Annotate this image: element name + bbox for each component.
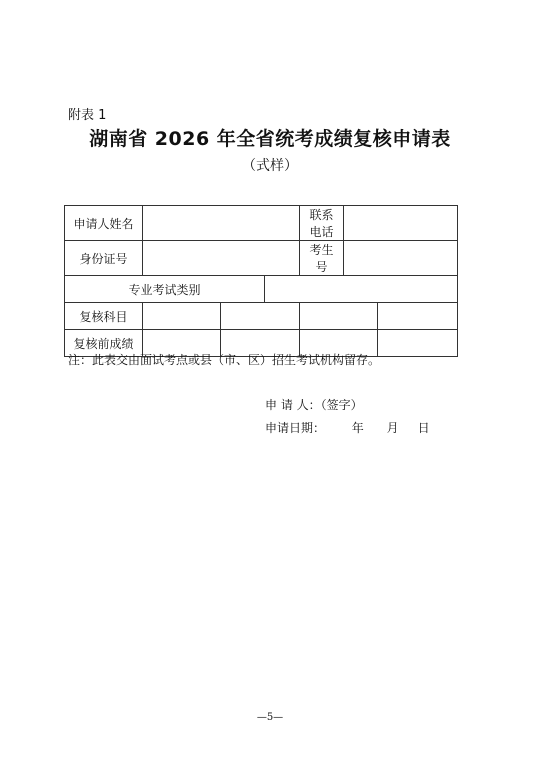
application-date-line: 申请日期： 年 月 日 <box>265 421 430 435</box>
pre-review-score-field-4[interactable] <box>378 330 458 357</box>
review-subject-field-2[interactable] <box>221 303 300 330</box>
table-row <box>65 241 458 276</box>
review-subject-field-1[interactable] <box>143 303 221 330</box>
review-subject-label: 复核科目 <box>65 303 143 330</box>
exam-category-field[interactable] <box>265 276 458 303</box>
pre-review-score-label: 复核前成绩 <box>65 330 143 357</box>
form-note: 注：此表交由面试考点或县（市、区）招生考试机构留存。 <box>68 353 381 367</box>
id-number-field[interactable] <box>143 241 300 276</box>
exam-number-label: 考生号 <box>300 241 344 276</box>
applicant-name-label: 申请人姓名 <box>65 206 143 241</box>
review-application-form <box>64 205 458 357</box>
phone-label: 联系电话 <box>300 206 344 241</box>
exam-number-field[interactable] <box>344 241 458 276</box>
review-subject-field-3[interactable] <box>300 303 378 330</box>
page-number: —5— <box>256 712 284 723</box>
page-subtitle: （式样） <box>242 158 298 174</box>
table-row <box>65 206 458 241</box>
id-number-label: 身份证号 <box>65 241 143 276</box>
applicant-signature-line: 申 请 人：（签字） <box>265 398 363 412</box>
applicant-name-field[interactable] <box>143 206 300 241</box>
table-row <box>65 303 458 330</box>
phone-field[interactable] <box>344 206 458 241</box>
attachment-label: 附表 1 <box>68 108 107 123</box>
table-row <box>65 276 458 303</box>
review-subject-field-4[interactable] <box>378 303 458 330</box>
page-title: 湖南省 2026 年全省统考成绩复核申请表 <box>89 128 451 150</box>
exam-category-label: 专业考试类别 <box>65 276 265 303</box>
